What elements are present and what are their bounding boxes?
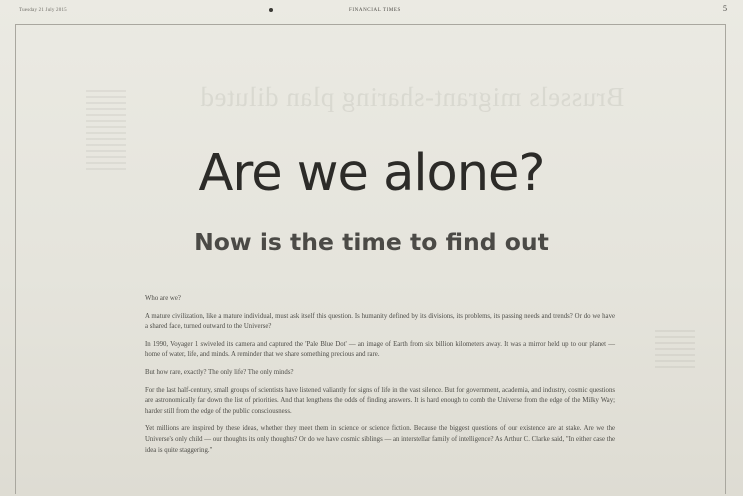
show-through-headline: Brussels migrant-sharing plan diluted — [200, 82, 625, 112]
ad-subheadline: Now is the time to find out — [194, 228, 549, 256]
ad-body — [145, 294, 615, 463]
body-paragraph: A mature civilization, like a mature individual, must ask itself this question. Is humanity defined by its divisions, its problems, its passing needs and trends? Or do we have a shared face, turned outward to the Universe? — [145, 312, 615, 331]
body-paragraph: In 1990, Voyager 1 swiveled its camera and captured the 'Pale Blue Dot' — an image of Earth from six billion kilometers away. It was a mirror held up to our planet — home of water, life, and minds. A reminder that we share something precious and rare. — [145, 340, 615, 359]
body-paragraph: For the last half-century, small groups of scientists have listened valiantly for signs of life in the vast silence. But for government, academia, and industry, cosmic questions are astronomically far down the list of priorities. And that lengthens the odds of finding answers. It is hard enough to comb the Universe from the edge of the Milky Way; harder still from the edge of the public consciousness. — [145, 386, 615, 415]
body-paragraph: Yet millions are inspired by these ideas, whether they meet them in science or science fiction. Because the biggest questions of our existence are at stake. Are we the Universe's only child — our thoughts its only thoughts? Or do we have cosmic siblings — an interstellar family of intelligence? As Arthur C. Clarke said, "In either case the idea is quite staggering." — [145, 425, 615, 454]
masthead — [0, 0, 743, 22]
body-paragraph: But how rare, exactly? The only life? The only minds? — [145, 368, 294, 376]
show-through-column-right — [655, 330, 695, 370]
issue-date: Tuesday 21 July 2015 — [19, 8, 67, 13]
bullet-icon — [269, 8, 273, 12]
ad-headline: Are we alone? — [198, 144, 545, 203]
page-number: 5 — [723, 4, 727, 13]
publication-name: FINANCIAL TIMES — [349, 8, 401, 13]
body-paragraph: Who are we? — [145, 295, 181, 302]
